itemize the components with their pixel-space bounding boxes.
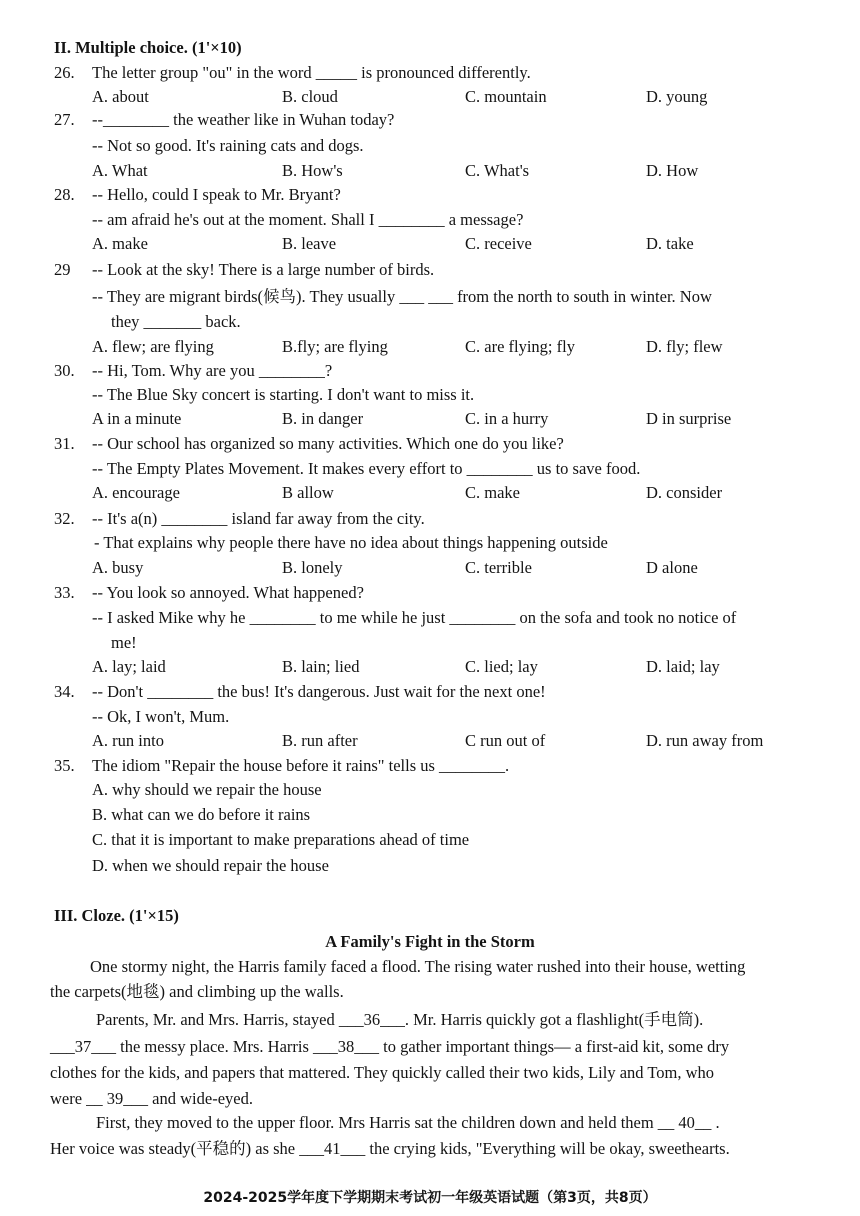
passage-line: Parents, Mr. and Mrs. Harris, stayed ___36___. Mr. Harris quickly got a flashlight(手电筒). <box>96 1010 704 1029</box>
question-line: me! <box>111 633 137 652</box>
passage-title: A Family's Fight in the Storm <box>325 932 535 951</box>
option-d: D. How <box>646 161 699 180</box>
question-number: 32. <box>54 509 75 528</box>
option-a: A. busy <box>92 558 144 577</box>
option-c: C run out of <box>465 731 546 750</box>
option-c: C. are flying; fly <box>465 337 575 356</box>
question-stem: -- Hi, Tom. Why are you ________? <box>92 361 333 380</box>
option-b: B allow <box>282 483 334 502</box>
question-number: 31. <box>54 434 75 453</box>
question-line: -- Ok, I won't, Mum. <box>92 707 230 726</box>
option-b: B. what can we do before it rains <box>92 805 311 824</box>
option-d: D. when we should repair the house <box>92 856 329 875</box>
passage-line: were __ 39___ and wide-eyed. <box>50 1089 253 1108</box>
question-number: 30. <box>54 361 75 380</box>
option-d: D in surprise <box>646 409 732 428</box>
option-d: D. young <box>646 87 708 106</box>
question-line: -- am afraid he's out at the moment. Shall I ________ a message? <box>92 210 524 229</box>
question-stem: -- Look at the sky! There is a large number of birds. <box>92 260 435 279</box>
option-b: B. leave <box>282 234 337 253</box>
question-number: 28. <box>54 185 75 204</box>
option-a: A. flew; are flying <box>92 337 214 356</box>
option-d: D alone <box>646 558 698 577</box>
question-stem: -- Don't ________ the bus! It's dangerous. Just wait for the next one! <box>92 682 546 701</box>
section-title-cloze: III. Cloze. (1'×15) <box>54 906 179 925</box>
option-d: D. laid; lay <box>646 657 720 676</box>
option-d: D. take <box>646 234 694 253</box>
option-d: D. fly; flew <box>646 337 723 356</box>
option-b: B. cloud <box>282 87 338 106</box>
passage-line: First, they moved to the upper floor. Mrs Harris sat the children down and held them __ 40__ . <box>96 1113 720 1132</box>
option-b: B. lain; lied <box>282 657 360 676</box>
option-a: A in a minute <box>92 409 182 428</box>
passage-line: ___37___ the messy place. Mrs. Harris ___38___ to gather important things— a first-aid kit, some dry <box>50 1037 730 1056</box>
option-a: A. why should we repair the house <box>92 780 322 799</box>
question-stem: -- It's a(n) ________ island far away from the city. <box>92 509 425 528</box>
passage-line: the carpets(地毯) and climbing up the walls. <box>50 982 344 1001</box>
question-stem: --________ the weather like in Wuhan today? <box>92 110 395 129</box>
option-a: A. run into <box>92 731 164 750</box>
option-a: A. make <box>92 234 148 253</box>
option-b: B. lonely <box>282 558 343 577</box>
passage-line: Her voice was steady(平稳的) as she ___41___ the crying kids, "Everything will be okay, sweethearts. <box>50 1139 730 1158</box>
option-b: B. run after <box>282 731 358 750</box>
option-c: C. What's <box>465 161 530 180</box>
passage-line: clothes for the kids, and papers that mattered. They quickly called their two kids, Lily and Tom, who <box>50 1063 715 1082</box>
option-c: C. terrible <box>465 558 532 577</box>
option-c: C. make <box>465 483 520 502</box>
question-line: -- I asked Mike why he ________ to me while he just ________ on the sofa and took no notice of <box>92 608 737 627</box>
option-b: B. in danger <box>282 409 364 428</box>
question-line: - That explains why people there have no idea about things happening outside <box>94 533 608 552</box>
option-a: A. lay; laid <box>92 657 166 676</box>
question-number: 29 <box>54 260 71 279</box>
option-b: B.fly; are flying <box>282 337 388 356</box>
option-c: C. lied; lay <box>465 657 538 676</box>
question-number: 34. <box>54 682 75 701</box>
question-stem: The idiom "Repair the house before it rains" tells us ________. <box>92 756 510 775</box>
option-c: C. mountain <box>465 87 547 106</box>
question-stem: -- Hello, could I speak to Mr. Bryant? <box>92 185 341 204</box>
option-a: A. encourage <box>92 483 180 502</box>
passage-line: One stormy night, the Harris family faced a flood. The rising water rushed into their house, wetting <box>90 957 746 976</box>
question-number: 35. <box>54 756 75 775</box>
option-c: C. in a hurry <box>465 409 549 428</box>
question-line: -- Not so good. It's raining cats and dogs. <box>92 136 364 155</box>
option-d: D. run away from <box>646 731 764 750</box>
question-stem: -- You look so annoyed. What happened? <box>92 583 364 602</box>
option-d: D. consider <box>646 483 723 502</box>
question-number: 33. <box>54 583 75 602</box>
question-stem: -- Our school has organized so many activities. Which one do you like? <box>92 434 564 453</box>
option-a: A. What <box>92 161 148 180</box>
question-line: -- They are migrant birds(候鸟). They usually ___ ___ from the north to south in winter. Now <box>92 287 712 306</box>
question-number: 27. <box>54 110 75 129</box>
option-a: A. about <box>92 87 149 106</box>
question-line: -- The Empty Plates Movement. It makes every effort to ________ us to save food. <box>92 459 641 478</box>
question-stem: The letter group "ou" in the word _____ is pronounced differently. <box>92 63 531 82</box>
section-title-multiple-choice: II. Multiple choice. (1'×10) <box>54 38 242 57</box>
option-b: B. How's <box>282 161 343 180</box>
option-c: C. that it is important to make preparations ahead of time <box>92 830 470 849</box>
question-line: -- The Blue Sky concert is starting. I don't want to miss it. <box>92 385 475 404</box>
page-footer: 2024-2025学年度下学期期末考试初一年级英语试题（第3页，共8页） <box>203 1190 657 1206</box>
question-line: they _______ back. <box>111 312 241 331</box>
option-c: C. receive <box>465 234 532 253</box>
question-number: 26. <box>54 63 75 82</box>
